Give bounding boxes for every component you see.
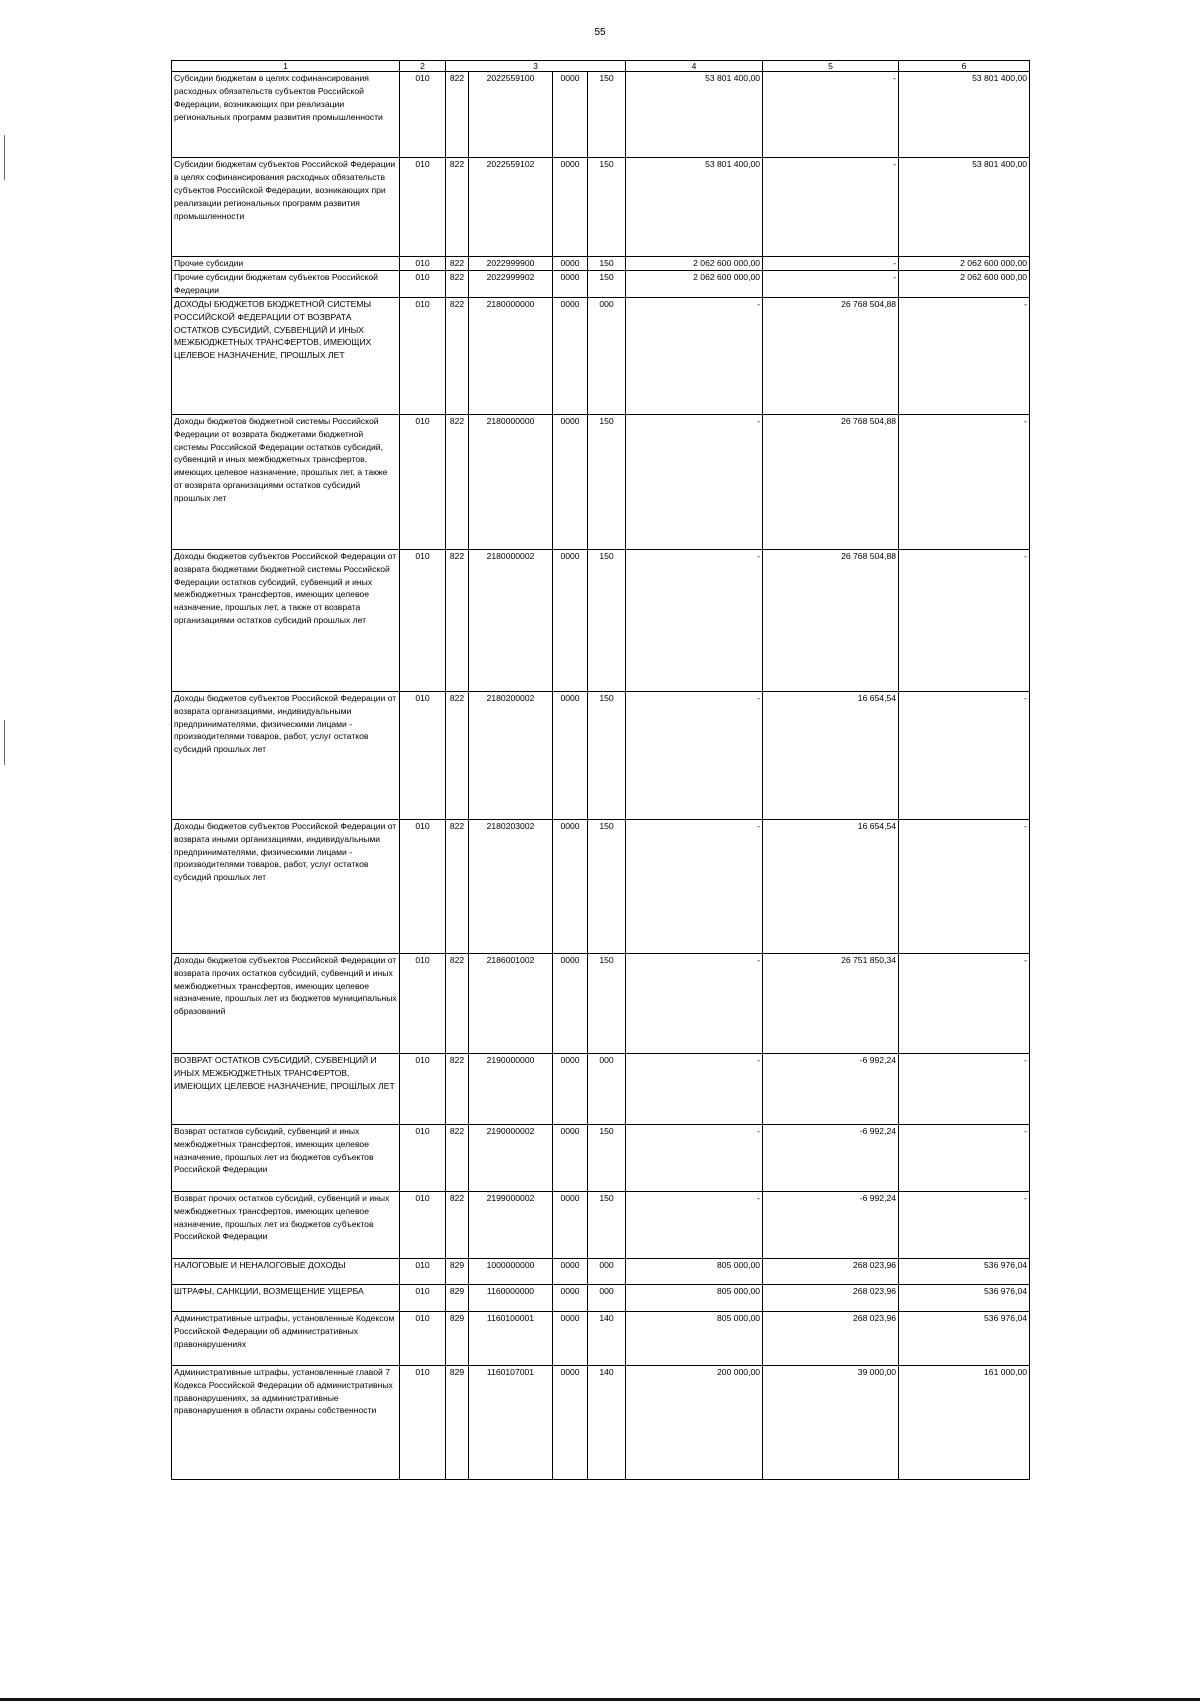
- row-code-1: 010: [400, 819, 446, 953]
- row-value-6: 2 062 600 000,00: [899, 270, 1030, 297]
- binding-mark-middle: [4, 720, 5, 765]
- row-code-3: 2022999902: [469, 270, 553, 297]
- row-value-5: 26 768 504,88: [763, 549, 899, 691]
- row-value-5: -: [763, 257, 899, 271]
- row-value-4: -: [626, 297, 763, 414]
- row-value-6: 161 000,00: [899, 1365, 1030, 1479]
- row-code-4: 0000: [553, 72, 588, 158]
- row-name: Доходы бюджетов субъектов Российской Федерации от возврата прочих остатков субсидий, субвенций и иных межбюджетных трансфертов, имеющих целевое назначение, прошлых лет из бюджетов муниципальных образований: [172, 953, 400, 1053]
- header-row: [172, 61, 1030, 72]
- row-code-1: 010: [400, 158, 446, 257]
- table-row: [172, 691, 1030, 819]
- row-code-3: 2180200002: [469, 691, 553, 819]
- row-value-4: -: [626, 1124, 763, 1191]
- row-code-1: 010: [400, 549, 446, 691]
- row-code-3: 2180000002: [469, 549, 553, 691]
- table-row: [172, 414, 1030, 549]
- row-code-4: 0000: [553, 1365, 588, 1479]
- row-code-1: 010: [400, 1053, 446, 1124]
- row-code-2: 822: [446, 1124, 469, 1191]
- row-value-6: 53 801 400,00: [899, 158, 1030, 257]
- row-code-5: 000: [588, 1053, 626, 1124]
- scan-bottom-edge: [0, 1698, 1200, 1701]
- row-value-5: -6 992,24: [763, 1053, 899, 1124]
- row-code-4: 0000: [553, 297, 588, 414]
- row-value-4: 2 062 600 000,00: [626, 270, 763, 297]
- row-code-2: 822: [446, 297, 469, 414]
- row-value-6: -: [899, 691, 1030, 819]
- binding-mark-top: [4, 135, 5, 180]
- table-row: [172, 270, 1030, 297]
- row-value-6: -: [899, 1053, 1030, 1124]
- row-code-5: 000: [588, 1284, 626, 1311]
- row-code-2: 829: [446, 1258, 469, 1284]
- row-value-5: -6 992,24: [763, 1191, 899, 1258]
- row-code-2: 822: [446, 549, 469, 691]
- row-value-5: 26 768 504,88: [763, 297, 899, 414]
- row-value-4: -: [626, 819, 763, 953]
- row-value-6: -: [899, 1191, 1030, 1258]
- row-code-5: 140: [588, 1311, 626, 1365]
- row-value-4: 53 801 400,00: [626, 158, 763, 257]
- row-value-4: -: [626, 549, 763, 691]
- row-value-6: 536 976,04: [899, 1311, 1030, 1365]
- table-row: [172, 953, 1030, 1053]
- row-value-5: -: [763, 270, 899, 297]
- row-code-3: 2190000000: [469, 1053, 553, 1124]
- row-code-4: 0000: [553, 270, 588, 297]
- row-code-4: 0000: [553, 158, 588, 257]
- row-value-6: -: [899, 414, 1030, 549]
- row-code-5: 140: [588, 1365, 626, 1479]
- row-name: Субсидии бюджетам субъектов Российской Федерации в целях софинансирования расходных обязательств субъектов Российской Федерации, возникающих при реализации региональных программ развития промышленности: [172, 158, 400, 257]
- row-code-4: 0000: [553, 1053, 588, 1124]
- row-code-2: 829: [446, 1284, 469, 1311]
- row-value-5: -: [763, 158, 899, 257]
- row-name: Доходы бюджетов субъектов Российской Федерации от возврата бюджетами бюджетной системы Российской Федерации остатков субсидий, субвенций и иных межбюджетных трансфертов, имеющих целевое назначение, прошлых лет, а также от возврата организациями остатков субсидий прошлых лет: [172, 549, 400, 691]
- table-row: [172, 158, 1030, 257]
- row-name: ДОХОДЫ БЮДЖЕТОВ БЮДЖЕТНОЙ СИСТЕМЫ РОССИЙСКОЙ ФЕДЕРАЦИИ ОТ ВОЗВРАТА ОСТАТКОВ СУБСИДИЙ, СУБВЕНЦИЙ И ИНЫХ МЕЖБЮДЖЕТНЫХ ТРАНСФЕРТОВ, ИМЕЮЩИХ ЦЕЛЕВОЕ НАЗНАЧЕНИЕ, ПРОШЛЫХ ЛЕТ: [172, 297, 400, 414]
- row-code-1: 010: [400, 1124, 446, 1191]
- row-code-4: 0000: [553, 414, 588, 549]
- row-code-4: 0000: [553, 953, 588, 1053]
- row-name: Субсидии бюджетам в целях софинансирования расходных обязательств субъектов Российской Федерации, возникающих при реализации региональных программ развития промышленности: [172, 72, 400, 158]
- row-code-5: 150: [588, 414, 626, 549]
- row-value-6: 536 976,04: [899, 1284, 1030, 1311]
- row-code-3: 2180000000: [469, 414, 553, 549]
- row-value-4: 805 000,00: [626, 1311, 763, 1365]
- row-value-4: -: [626, 414, 763, 549]
- table-row: [172, 819, 1030, 953]
- header-col-4: 4: [626, 61, 763, 72]
- row-code-4: 0000: [553, 1284, 588, 1311]
- row-value-4: 53 801 400,00: [626, 72, 763, 158]
- header-col-6: 6: [899, 61, 1030, 72]
- row-code-2: 822: [446, 953, 469, 1053]
- row-code-4: 0000: [553, 549, 588, 691]
- row-name: Прочие субсидии: [172, 257, 400, 271]
- row-code-1: 010: [400, 1365, 446, 1479]
- row-code-4: 0000: [553, 1124, 588, 1191]
- row-value-6: -: [899, 953, 1030, 1053]
- row-code-3: 2022559102: [469, 158, 553, 257]
- row-value-5: 268 023,96: [763, 1284, 899, 1311]
- table-row: [172, 72, 1030, 158]
- row-code-5: 150: [588, 549, 626, 691]
- header-col-1: 1: [172, 61, 400, 72]
- row-code-3: 1160107001: [469, 1365, 553, 1479]
- row-value-4: -: [626, 691, 763, 819]
- row-value-4: -: [626, 953, 763, 1053]
- row-code-5: 000: [588, 1258, 626, 1284]
- row-code-1: 010: [400, 1311, 446, 1365]
- row-name: ШТРАФЫ, САНКЦИИ, ВОЗМЕЩЕНИЕ УЩЕРБА: [172, 1284, 400, 1311]
- row-code-2: 829: [446, 1365, 469, 1479]
- row-code-2: 822: [446, 257, 469, 271]
- table-header: [172, 61, 1030, 72]
- row-code-2: 822: [446, 819, 469, 953]
- row-value-5: 26 768 504,88: [763, 414, 899, 549]
- row-value-6: 53 801 400,00: [899, 72, 1030, 158]
- row-code-5: 000: [588, 297, 626, 414]
- table-row: [172, 1124, 1030, 1191]
- row-code-5: 150: [588, 72, 626, 158]
- row-name: ВОЗВРАТ ОСТАТКОВ СУБСИДИЙ, СУБВЕНЦИЙ И ИНЫХ МЕЖБЮДЖЕТНЫХ ТРАНСФЕРТОВ, ИМЕЮЩИХ ЦЕЛЕВОЕ НАЗНАЧЕНИЕ, ПРОШЛЫХ ЛЕТ: [172, 1053, 400, 1124]
- row-code-5: 150: [588, 270, 626, 297]
- row-value-6: 536 976,04: [899, 1258, 1030, 1284]
- row-code-3: 2190000002: [469, 1124, 553, 1191]
- header-col-2: 2: [400, 61, 446, 72]
- row-value-5: 26 751 850,34: [763, 953, 899, 1053]
- row-name: Прочие субсидии бюджетам субъектов Российской Федерации: [172, 270, 400, 297]
- row-code-4: 0000: [553, 1311, 588, 1365]
- row-value-4: 2 062 600 000,00: [626, 257, 763, 271]
- table-row: [172, 1311, 1030, 1365]
- row-code-2: 829: [446, 1311, 469, 1365]
- table-row: [172, 1053, 1030, 1124]
- row-name: НАЛОГОВЫЕ И НЕНАЛОГОВЫЕ ДОХОДЫ: [172, 1258, 400, 1284]
- table-row: [172, 1258, 1030, 1284]
- row-code-5: 150: [588, 1191, 626, 1258]
- row-value-6: -: [899, 549, 1030, 691]
- row-code-5: 150: [588, 953, 626, 1053]
- row-code-3: 2022999900: [469, 257, 553, 271]
- row-name: Административные штрафы, установленные главой 7 Кодекса Российской Федерации об административных правонарушениях, за административные правонарушения в области охраны собственности: [172, 1365, 400, 1479]
- table-row: [172, 549, 1030, 691]
- row-code-1: 010: [400, 270, 446, 297]
- page-number: 55: [594, 27, 606, 38]
- row-code-3: 2022559100: [469, 72, 553, 158]
- row-value-6: -: [899, 819, 1030, 953]
- row-code-5: 150: [588, 691, 626, 819]
- row-value-5: 39 000,00: [763, 1365, 899, 1479]
- row-name: Возврат остатков субсидий, субвенций и иных межбюджетных трансфертов, имеющих целевое назначение, прошлых лет из бюджетов субъектов Российской Федерации: [172, 1124, 400, 1191]
- table-row: [172, 1191, 1030, 1258]
- row-code-1: 010: [400, 257, 446, 271]
- row-code-3: 2180000000: [469, 297, 553, 414]
- table-row: [172, 257, 1030, 271]
- table-body: [172, 72, 1030, 1480]
- row-name: Возврат прочих остатков субсидий, субвенций и иных межбюджетных трансфертов, имеющих целевое назначение, прошлых лет из бюджетов субъектов Российской Федерации: [172, 1191, 400, 1258]
- row-value-6: 2 062 600 000,00: [899, 257, 1030, 271]
- row-code-4: 0000: [553, 1191, 588, 1258]
- header-col-5: 5: [763, 61, 899, 72]
- header-col-3: 3: [446, 61, 626, 72]
- row-code-3: 2180203002: [469, 819, 553, 953]
- row-value-5: 268 023,96: [763, 1311, 899, 1365]
- row-value-5: -6 992,24: [763, 1124, 899, 1191]
- table-row: [172, 297, 1030, 414]
- row-name: Доходы бюджетов субъектов Российской Федерации от возврата иными организациями, индивидуальными предпринимателями, физическими лицами - производителями товаров, работ, услуг остатков субсидий прошлых лет: [172, 819, 400, 953]
- row-name: Доходы бюджетов бюджетной системы Российской Федерации от возврата бюджетами бюджетной системы Российской Федерации остатков субсидий, субвенций и иных межбюджетных трансфертов, имеющих целевое назначение, прошлых лет, а также от возврата организациями остатков субсидий прошлых лет: [172, 414, 400, 549]
- table-row: [172, 1284, 1030, 1311]
- row-code-1: 010: [400, 1191, 446, 1258]
- row-code-3: 1000000000: [469, 1258, 553, 1284]
- row-value-4: 200 000,00: [626, 1365, 763, 1479]
- row-code-3: 1160100001: [469, 1311, 553, 1365]
- row-value-5: 16 654,54: [763, 819, 899, 953]
- row-value-4: -: [626, 1191, 763, 1258]
- row-code-5: 150: [588, 1124, 626, 1191]
- row-code-5: 150: [588, 819, 626, 953]
- row-code-4: 0000: [553, 819, 588, 953]
- row-code-2: 822: [446, 414, 469, 549]
- row-code-3: 2186001002: [469, 953, 553, 1053]
- row-value-5: 16 654,54: [763, 691, 899, 819]
- row-value-6: -: [899, 297, 1030, 414]
- row-code-2: 822: [446, 270, 469, 297]
- row-code-5: 150: [588, 257, 626, 271]
- row-code-4: 0000: [553, 691, 588, 819]
- row-name: Административные штрафы, установленные Кодексом Российской Федерации об административных правонарушениях: [172, 1311, 400, 1365]
- row-value-4: 805 000,00: [626, 1258, 763, 1284]
- row-code-1: 010: [400, 1258, 446, 1284]
- row-code-2: 822: [446, 158, 469, 257]
- row-value-6: -: [899, 1124, 1030, 1191]
- row-code-1: 010: [400, 297, 446, 414]
- row-code-1: 010: [400, 72, 446, 158]
- row-code-1: 010: [400, 1284, 446, 1311]
- row-value-4: 805 000,00: [626, 1284, 763, 1311]
- table-row: [172, 1365, 1030, 1479]
- row-code-2: 822: [446, 691, 469, 819]
- row-value-5: 268 023,96: [763, 1258, 899, 1284]
- row-name: Доходы бюджетов субъектов Российской Федерации от возврата организациями, индивидуальными предпринимателями, физическими лицами - производителями товаров, работ, услуг остатков субсидий прошлых лет: [172, 691, 400, 819]
- row-code-1: 010: [400, 414, 446, 549]
- row-code-4: 0000: [553, 1258, 588, 1284]
- row-code-2: 822: [446, 72, 469, 158]
- row-code-2: 822: [446, 1191, 469, 1258]
- row-value-5: -: [763, 72, 899, 158]
- budget-revenue-table: [171, 60, 1030, 1480]
- row-code-3: 2199000002: [469, 1191, 553, 1258]
- row-code-4: 0000: [553, 257, 588, 271]
- row-value-4: -: [626, 1053, 763, 1124]
- row-code-1: 010: [400, 691, 446, 819]
- row-code-2: 822: [446, 1053, 469, 1124]
- row-code-5: 150: [588, 158, 626, 257]
- row-code-3: 1160000000: [469, 1284, 553, 1311]
- row-code-1: 010: [400, 953, 446, 1053]
